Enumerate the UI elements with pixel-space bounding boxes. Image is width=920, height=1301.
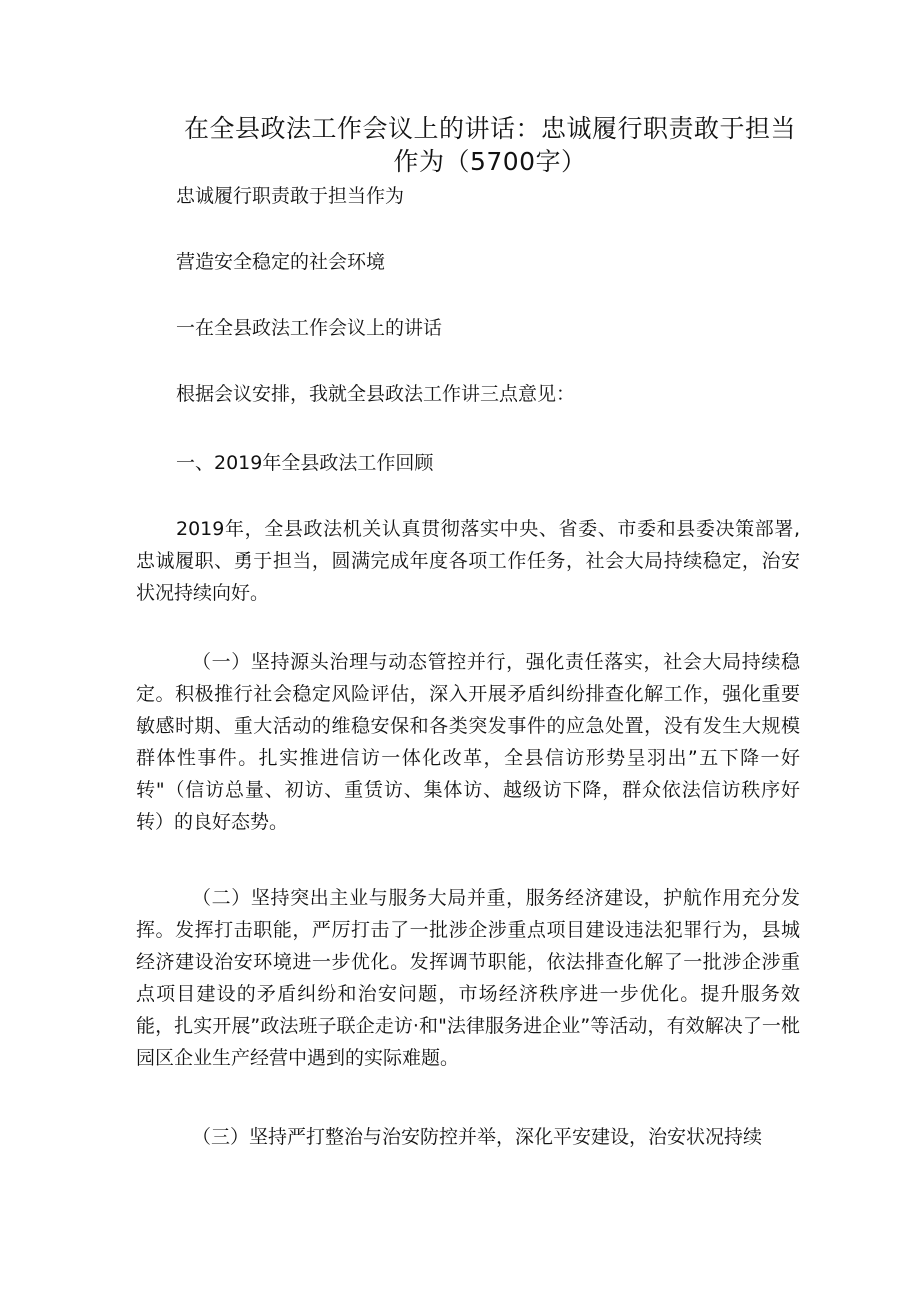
section-heading: 一、2019年全县政法工作回顾 [176, 452, 434, 474]
subtitle-line-2: 营造安全稳定的社会环境 [176, 251, 386, 273]
paragraph: 2019年，全县政法机关认真贯彻落实中央、省委、市委和县委决策部署,忠诚履职、勇于担当，圆满完成年度各项工作任务，社会大局持续稳定，治安状况持续向好。 [136, 518, 800, 604]
paragraph: （二）坚持突出主业与服务大局并重，服务经济建设，护航作用充分发挥。发挥打击职能，严厉打击了一批涉企涉重点项目建设违法犯罪行为，县城经济建设治安环境进一步优化。发挥调节职能，依法排查化解了一批涉企涉重点项目建设的矛盾纠纷和治安问题，市场经济秩序进一步优化。提升服务效能，扎实开展”政法班子联企走访·和"法律服务进企业”等活动，有效解决了一枇园区企业生产经营中遇到的实际难题。 [136, 887, 800, 1069]
document-title: 在全县政法工作会议上的讲话：忠诚履行职责敢于担当作为（5700字） [183, 114, 796, 176]
paragraph: （三）坚持严打整治与治安防控并举，深化平安建设，治安状况持续 [192, 1126, 763, 1148]
paragraph: （一）坚持源头治理与动态管控并行，强化责任落实，社会大局持续稳定。积极推行社会稳定风险评估，深入开展矛盾纠纷排查化解工作，强化重要敏感时期、重大活动的维稳安保和各类突发事件的应急处置，没有发生大规模群体性事件。扎实推进信访一体化改革，全县信访形势呈羽出”五下降一好转"（信访总量、初访、重赁访、集体访、越级访下降，群众依法信访秩序好转）的良好态势。 [136, 651, 800, 833]
intro-line: 根据会议安排，我就全县政法工作讲三点意见： [176, 383, 576, 405]
subtitle-line-3: 一在全县政法工作会议上的讲话 [176, 317, 443, 339]
subtitle-line-1: 忠诚履行职责敢于担当作为 [176, 185, 405, 207]
